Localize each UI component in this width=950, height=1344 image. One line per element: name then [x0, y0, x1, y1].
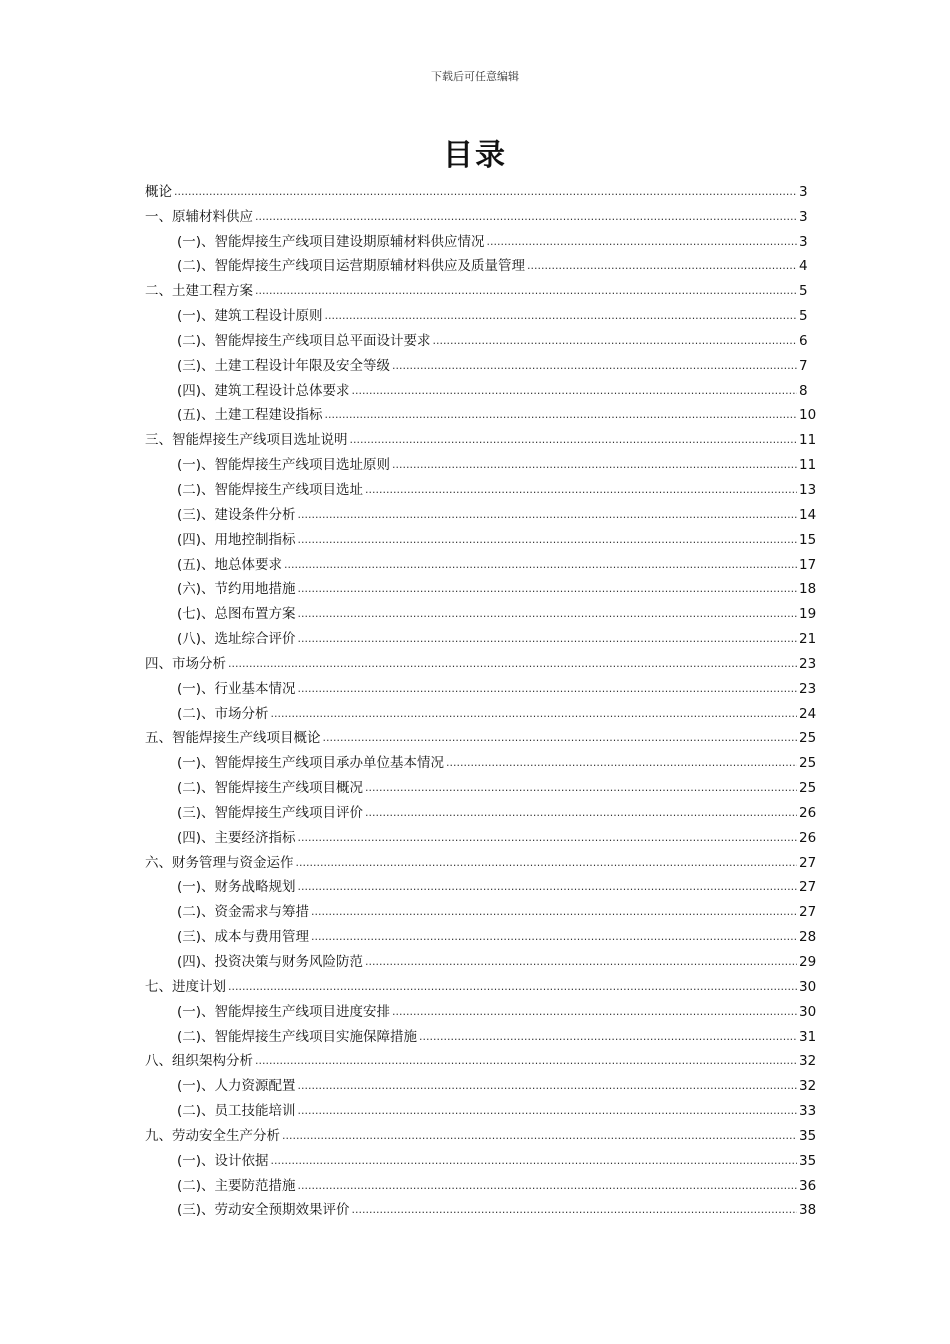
- toc-entry-label: (七)、总图布置方案: [177, 606, 296, 623]
- toc-leader-dots: [228, 655, 797, 673]
- toc-entry[interactable]: [145, 772, 817, 797]
- toc-leader-dots: [284, 556, 797, 574]
- toc-entry-page: 13: [799, 481, 817, 498]
- toc-entry[interactable]: [145, 549, 817, 574]
- toc-entry[interactable]: [145, 1095, 817, 1120]
- toc-entry-label: 五、智能焊接生产线项目概论: [145, 730, 321, 747]
- toc-entry-page: 35: [799, 1152, 817, 1169]
- toc-leader-dots: [296, 854, 798, 872]
- toc-leader-dots: [446, 754, 797, 772]
- toc-entry-label: (三)、成本与费用管理: [177, 929, 310, 946]
- toc-entry-page: 24: [799, 705, 817, 722]
- toc-entry-label: (二)、市场分析: [177, 705, 269, 722]
- toc-entry-label: (四)、用地控制指标: [177, 531, 296, 548]
- toc-entry-label: (一)、智能焊接生产线项目建设期原辅材料供应情况: [177, 233, 485, 250]
- toc-entry-page: 38: [799, 1202, 817, 1219]
- toc-leader-dots: [298, 878, 797, 896]
- toc-entry-label: 三、智能焊接生产线项目选址说明: [145, 432, 348, 449]
- toc-entry-page: 8: [799, 382, 808, 399]
- toc-entry[interactable]: [145, 1120, 817, 1145]
- toc-leader-dots: [271, 705, 797, 723]
- toc-entry-page: 5: [799, 283, 808, 300]
- toc-entry[interactable]: [145, 598, 817, 623]
- toc-leader-dots: [433, 332, 797, 350]
- toc-entry-page: 25: [799, 730, 817, 747]
- toc-entry-page: 25: [799, 755, 817, 772]
- toc-leader-dots: [298, 580, 797, 598]
- toc-entry-label: 九、劳动安全生产分析: [145, 1127, 280, 1144]
- toc-leader-dots: [298, 1177, 797, 1195]
- toc-entry[interactable]: [145, 424, 817, 449]
- toc-entry-page: 3: [799, 183, 808, 200]
- toc-entry[interactable]: [145, 971, 817, 996]
- toc-entry-page: 6: [799, 332, 808, 349]
- toc-entry-label: (四)、建筑工程设计总体要求: [177, 382, 350, 399]
- toc-leader-dots: [419, 1028, 797, 1046]
- toc-leader-dots: [365, 953, 797, 971]
- toc-entry-page: 4: [799, 258, 808, 275]
- toc-entry-page: 23: [799, 680, 817, 697]
- toc-leader-dots: [298, 829, 797, 847]
- toc-entry-label: (二)、智能焊接生产线项目选址: [177, 481, 364, 498]
- toc-entry[interactable]: [145, 574, 817, 599]
- toc-entry-label: (四)、主要经济指标: [177, 829, 296, 846]
- toc-leader-dots: [311, 928, 797, 946]
- toc-entry[interactable]: [145, 747, 817, 772]
- toc-leader-dots: [323, 729, 798, 747]
- toc-entry-page: 25: [799, 780, 817, 797]
- toc-entry-label: (二)、员工技能培训: [177, 1103, 296, 1120]
- toc-entry[interactable]: [145, 176, 807, 201]
- toc-leader-dots: [228, 978, 797, 996]
- toc-entry[interactable]: [145, 226, 807, 251]
- toc-leader-dots: [365, 779, 797, 797]
- toc-leader-dots: [392, 357, 797, 375]
- toc-entry-label: (二)、智能焊接生产线项目运营期原辅材料供应及质量管理: [177, 258, 526, 275]
- toc-leader-dots: [298, 1077, 797, 1095]
- toc-entry-label: (四)、投资决策与财务风险防范: [177, 954, 364, 970]
- toc-entry[interactable]: [145, 499, 817, 524]
- toc-entry-label: (三)、智能焊接生产线项目评价: [177, 804, 364, 821]
- toc-entry[interactable]: [145, 300, 807, 325]
- toc-entry-label: (二)、主要防范措施: [177, 1177, 296, 1194]
- toc-leader-dots: [298, 1102, 797, 1120]
- toc-leader-dots: [365, 481, 797, 499]
- toc-entry[interactable]: [145, 474, 817, 499]
- toc-entry-label: (六)、节约用地措施: [177, 581, 296, 598]
- toc-leader-dots: [352, 1201, 797, 1219]
- toc-entry-label: (二)、资金需求与筹措: [177, 904, 310, 921]
- toc-leader-dots: [325, 406, 797, 424]
- toc-leader-dots: [365, 804, 797, 822]
- toc-leader-dots: [298, 605, 797, 623]
- toc-entry-page: 30: [799, 1003, 817, 1020]
- toc-entry-page: 30: [799, 978, 817, 995]
- toc-entry[interactable]: [145, 1070, 817, 1095]
- toc-entry-label: 六、财务管理与资金运作: [145, 854, 294, 871]
- toc-leader-dots: [271, 1152, 797, 1170]
- toc-leader-dots: [527, 257, 797, 275]
- toc-entry-label: (二)、智能焊接生产线项目实施保障措施: [177, 1028, 418, 1045]
- toc-entry-label: (一)、智能焊接生产线项目进度安排: [177, 1003, 391, 1020]
- toc-entry-label: (一)、设计依据: [177, 1152, 269, 1169]
- toc-entry-page: 21: [799, 631, 817, 648]
- toc-leader-dots: [311, 903, 797, 921]
- toc-entry-page: 19: [799, 606, 817, 623]
- page-title: 目录: [443, 138, 507, 173]
- toc-entry-page: 11: [799, 457, 817, 474]
- toc-entry[interactable]: [145, 623, 817, 648]
- toc-entry-page: 3: [799, 233, 808, 250]
- toc-leader-dots: [255, 282, 797, 300]
- toc-entry-label: (三)、建设条件分析: [177, 506, 296, 523]
- toc-entry-page: 7: [799, 357, 808, 374]
- toc-entry[interactable]: [145, 872, 817, 897]
- toc-leader-dots: [174, 183, 797, 201]
- toc-entry-page: 35: [799, 1127, 817, 1144]
- toc-leader-dots: [350, 431, 798, 449]
- toc-entry[interactable]: [145, 1021, 817, 1046]
- toc-entry-page: 27: [799, 854, 817, 871]
- toc-entry-page: 14: [799, 506, 817, 523]
- toc-entry[interactable]: [145, 896, 817, 921]
- toc-leader-dots: [392, 1003, 797, 1021]
- toc-entry-page: 32: [799, 1078, 817, 1095]
- toc-entry[interactable]: [145, 847, 817, 872]
- toc-entry[interactable]: [145, 673, 817, 698]
- toc-entry-page: 10: [799, 407, 817, 424]
- table-of-contents: [145, 176, 817, 1219]
- toc-entry-page: 27: [799, 904, 817, 921]
- toc-entry[interactable]: [145, 400, 817, 425]
- toc-entry-page: 11: [799, 432, 817, 449]
- toc-entry[interactable]: [145, 524, 817, 549]
- toc-entry-page: 26: [799, 829, 817, 846]
- toc-entry[interactable]: [145, 325, 807, 350]
- toc-entry[interactable]: [145, 723, 817, 748]
- toc-entry-label: (一)、智能焊接生产线项目选址原则: [177, 457, 391, 474]
- toc-entry[interactable]: [145, 275, 807, 300]
- toc-entry-label: (一)、人力资源配置: [177, 1078, 296, 1095]
- toc-entry[interactable]: [145, 1145, 817, 1170]
- toc-entry-page: 31: [799, 1028, 817, 1045]
- toc-leader-dots: [325, 307, 797, 325]
- toc-entry-label: 概论: [145, 183, 172, 200]
- toc-entry-label: 二、土建工程方案: [145, 283, 253, 300]
- header-note: 下载后可任意编辑: [431, 70, 519, 83]
- toc-entry-label: 四、市场分析: [145, 655, 226, 672]
- toc-entry[interactable]: [145, 822, 817, 847]
- toc-entry-page: 5: [799, 308, 808, 325]
- toc-entry[interactable]: [145, 201, 807, 226]
- toc-entry-page: 27: [799, 879, 817, 896]
- toc-entry[interactable]: [145, 946, 817, 971]
- toc-entry-label: 八、组织架构分析: [145, 1053, 253, 1070]
- toc-leader-dots: [487, 233, 797, 251]
- toc-entry-label: 一、原辅材料供应: [145, 208, 253, 225]
- toc-entry-page: 3: [799, 208, 808, 225]
- toc-entry[interactable]: [145, 698, 817, 723]
- toc-entry[interactable]: [145, 648, 817, 673]
- toc-entry-page: 33: [799, 1103, 817, 1120]
- toc-entry[interactable]: [145, 449, 817, 474]
- toc-entry-label: (五)、地总体要求: [177, 556, 283, 573]
- toc-entry[interactable]: [145, 797, 817, 822]
- toc-entry-label: (一)、建筑工程设计原则: [177, 308, 323, 325]
- toc-entry[interactable]: [145, 1046, 817, 1071]
- toc-entry-page: 23: [799, 655, 817, 672]
- toc-leader-dots: [392, 456, 797, 474]
- toc-entry-page: 32: [799, 1053, 817, 1070]
- toc-entry-label: (三)、劳动安全预期效果评价: [177, 1202, 350, 1219]
- toc-entry-page: 26: [799, 804, 817, 821]
- toc-entry-label: (二)、智能焊接生产线项目概况: [177, 780, 364, 797]
- toc-entry-label: (三)、土建工程设计年限及安全等级: [177, 357, 391, 374]
- toc-entry[interactable]: [145, 996, 817, 1021]
- toc-entry[interactable]: [145, 251, 807, 276]
- toc-leader-dots: [298, 531, 797, 549]
- toc-entry-label: (一)、财务战略规划: [177, 879, 296, 896]
- toc-leader-dots: [298, 680, 797, 698]
- toc-leader-dots: [298, 630, 797, 648]
- toc-leader-dots: [255, 1052, 797, 1070]
- toc-entry-label: 七、进度计划: [145, 978, 226, 995]
- toc-entry[interactable]: [145, 350, 807, 375]
- toc-entry-label: (八)、选址综合评价: [177, 631, 296, 648]
- toc-entry-page: 28: [799, 929, 817, 946]
- toc-entry[interactable]: [145, 1195, 817, 1220]
- toc-entry-page: 18: [799, 581, 817, 598]
- toc-entry-page: 29: [799, 954, 817, 970]
- toc-leader-dots: [282, 1127, 797, 1145]
- toc-entry[interactable]: [145, 921, 817, 946]
- toc-leader-dots: [255, 208, 797, 226]
- toc-leader-dots: [298, 506, 797, 524]
- toc-entry-page: 36: [799, 1177, 817, 1194]
- toc-entry[interactable]: [145, 1170, 817, 1195]
- toc-leader-dots: [352, 382, 797, 400]
- toc-entry-label: (一)、智能焊接生产线项目承办单位基本情况: [177, 755, 445, 772]
- toc-entry-label: (五)、土建工程建设指标: [177, 407, 323, 424]
- toc-entry-label: (一)、行业基本情况: [177, 680, 296, 697]
- toc-entry-page: 15: [799, 531, 817, 548]
- toc-entry-label: (二)、智能焊接生产线项目总平面设计要求: [177, 332, 431, 349]
- toc-entry-page: 17: [799, 556, 817, 573]
- toc-entry[interactable]: [145, 375, 807, 400]
